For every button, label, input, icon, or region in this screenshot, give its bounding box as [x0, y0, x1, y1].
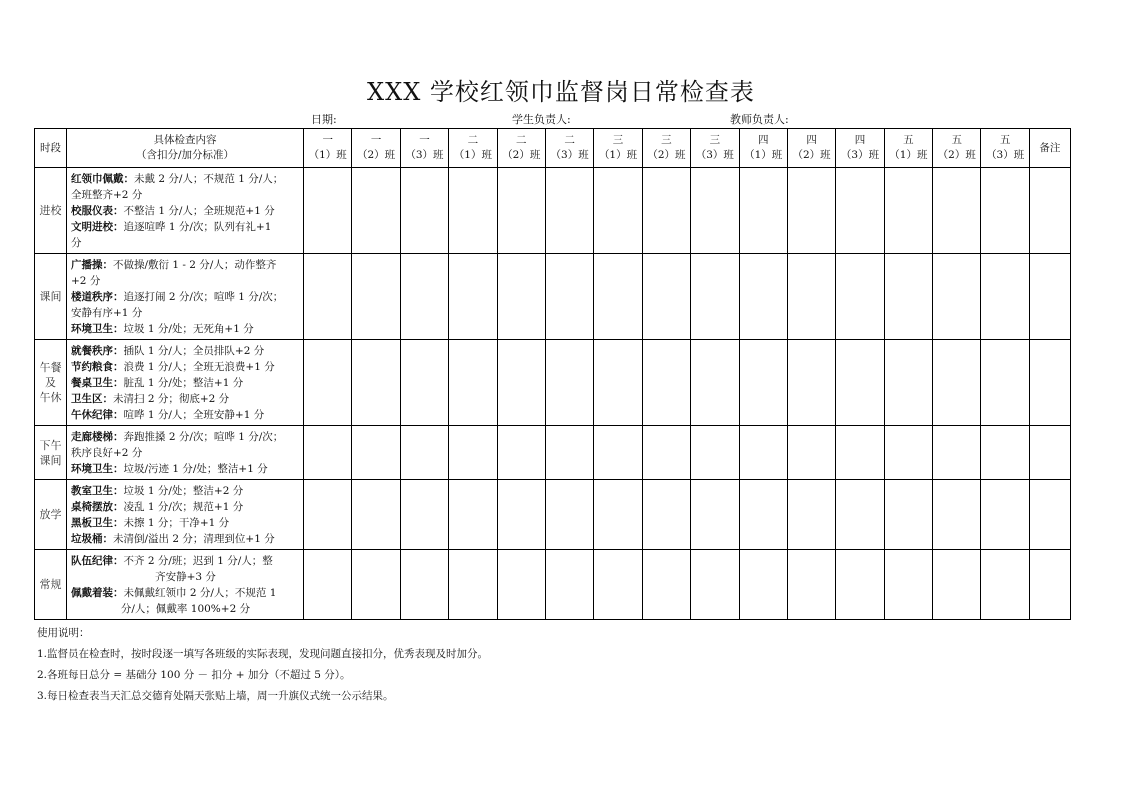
score-cell[interactable] [981, 340, 1029, 426]
period-label: 及 [45, 376, 56, 389]
score-cell[interactable] [787, 550, 835, 620]
table-row [35, 426, 1071, 480]
score-cell[interactable] [400, 168, 448, 254]
score-cell[interactable] [884, 480, 932, 550]
score-cell[interactable] [497, 254, 545, 340]
period-cell [35, 168, 67, 254]
score-cell[interactable] [400, 550, 448, 620]
table-row [35, 340, 1071, 426]
score-cell[interactable] [545, 550, 593, 620]
score-cell[interactable] [400, 426, 448, 480]
score-cell[interactable] [642, 340, 690, 426]
class-grade: 五 [951, 134, 963, 146]
criteria-text: 追逐喧哗 1 分/次；队列有礼+1 [123, 220, 272, 233]
class-number: （3）班 [695, 149, 734, 161]
criteria-text: 分/人；佩戴率 100%+2 分 [120, 602, 251, 615]
criteria-line [71, 515, 300, 531]
score-cell[interactable] [352, 340, 400, 426]
score-cell[interactable] [594, 426, 642, 480]
criteria-label: 文明进校： [71, 220, 124, 233]
class-number: （2）班 [937, 149, 976, 161]
criteria-label: 走廊楼梯： [71, 430, 124, 443]
criteria-label: 垃圾桶： [71, 532, 113, 545]
class-number: （2）班 [792, 149, 831, 161]
period-cell [35, 480, 67, 550]
criteria-label: 午休纪律： [71, 408, 124, 421]
table-row [35, 480, 1071, 550]
criteria-line [71, 375, 300, 391]
score-cell[interactable] [497, 168, 545, 254]
score-cell[interactable] [545, 480, 593, 550]
class-grade: 四 [757, 134, 769, 146]
content-header [67, 129, 304, 168]
note-line: 2.各班每日总分 = 基础分 100 分 － 扣分 + 加分（不超过 5 分）。 [37, 669, 351, 681]
remark-cell[interactable] [1029, 480, 1070, 550]
criteria-label: 桌椅摆放： [71, 500, 124, 513]
score-cell[interactable] [497, 340, 545, 426]
score-cell[interactable] [787, 480, 835, 550]
remark-cell[interactable] [1029, 550, 1070, 620]
period-cell [35, 550, 67, 620]
score-cell[interactable] [739, 254, 787, 340]
score-cell[interactable] [884, 550, 932, 620]
class-grade: 五 [903, 134, 914, 146]
score-cell[interactable] [594, 340, 642, 426]
class-grade: 一 [370, 134, 382, 146]
score-cell[interactable] [787, 254, 835, 340]
score-cell[interactable] [787, 340, 835, 426]
score-cell[interactable] [400, 480, 448, 550]
criteria-text: 不做操/敷衍 1 - 2 分/人；动作整齐 [113, 258, 277, 271]
remark-cell[interactable] [1029, 340, 1070, 426]
score-cell[interactable] [739, 168, 787, 254]
header-row [35, 129, 1071, 168]
score-cell[interactable] [691, 168, 739, 254]
class-number: （1）班 [308, 149, 347, 161]
score-cell[interactable] [352, 254, 400, 340]
note-line: 1.监督员在检查时，按时段逐一填写各班级的实际表现，发现问题直接扣分，优秀表现及时加分。 [37, 648, 489, 660]
criteria-line [71, 171, 300, 187]
score-cell[interactable] [981, 168, 1029, 254]
remark-cell[interactable] [1029, 254, 1070, 340]
class-header [400, 129, 448, 168]
table-row [35, 254, 1071, 340]
class-grade: 二 [467, 134, 479, 146]
inspection-table [34, 128, 1071, 620]
score-cell[interactable] [836, 340, 884, 426]
score-cell[interactable] [884, 168, 932, 254]
student-lead-label: 学生负责人: [512, 113, 571, 126]
class-number: （3）班 [405, 149, 444, 161]
criteria-text: +2 分 [71, 274, 101, 287]
class-header [545, 129, 593, 168]
criteria-label: 卫生区： [71, 392, 113, 405]
score-cell[interactable] [304, 168, 352, 254]
score-cell[interactable] [739, 550, 787, 620]
score-cell[interactable] [836, 426, 884, 480]
class-number: （1）班 [889, 149, 928, 161]
score-cell[interactable] [545, 254, 593, 340]
class-grade: 三 [709, 134, 721, 146]
score-cell[interactable] [981, 426, 1029, 480]
criteria-text: 齐安静+3 分 [155, 570, 216, 583]
class-grade: 一 [419, 134, 430, 146]
criteria-label: 教室卫生： [71, 484, 124, 497]
criteria-label: 红领巾佩戴： [71, 172, 134, 185]
teacher-lead-label: 教师负责人: [730, 113, 789, 126]
score-cell[interactable] [787, 168, 835, 254]
period-label: 课间 [39, 453, 62, 467]
criteria-text: 未佩戴红领巾 2 分/人；不规范 1 [123, 586, 277, 599]
criteria-line [71, 289, 300, 305]
period-cell [35, 340, 67, 426]
score-cell[interactable] [642, 550, 690, 620]
criteria-label: 队伍纪律： [71, 554, 124, 567]
score-cell[interactable] [545, 340, 593, 426]
period-cell [35, 254, 67, 340]
criteria-text: 垃圾 1 分/处；无死角+1 分 [123, 322, 254, 335]
period-cell [35, 426, 67, 480]
score-cell[interactable] [497, 426, 545, 480]
criteria-line [71, 429, 300, 445]
class-number: （3）班 [840, 149, 880, 161]
class-header [449, 129, 497, 168]
score-cell[interactable] [933, 550, 981, 620]
score-cell[interactable] [739, 340, 787, 426]
criteria-text: 安静有序+1 分 [71, 306, 143, 319]
period-label: 课间 [39, 290, 62, 303]
period-label: 午餐 [39, 361, 62, 374]
criteria-text: 不齐 2 分/班；迟到 1 分/人；整 [123, 554, 273, 567]
criteria-line [71, 601, 300, 617]
criteria-label: 黑板卫生： [71, 516, 124, 529]
criteria-text: 未戴 2 分/人；不规范 1 分/人； [134, 172, 284, 185]
criteria-text: 未清倒/溢出 2 分；清理到位+1 分 [113, 532, 275, 545]
remark-cell[interactable] [1029, 168, 1070, 254]
score-cell[interactable] [594, 254, 642, 340]
class-grade: 一 [322, 134, 333, 146]
score-cell[interactable] [304, 426, 352, 480]
class-grade: 二 [516, 134, 527, 146]
score-cell[interactable] [642, 254, 690, 340]
score-cell[interactable] [981, 254, 1029, 340]
criteria-line [71, 257, 300, 273]
score-cell[interactable] [884, 426, 932, 480]
score-cell[interactable] [884, 340, 932, 426]
class-number: （1）班 [744, 149, 783, 161]
score-cell[interactable] [836, 550, 884, 620]
criteria-label: 佩戴着装： [71, 586, 124, 599]
class-number: （1）班 [598, 149, 638, 161]
score-cell[interactable] [933, 254, 981, 340]
content-cell [67, 340, 304, 426]
criteria-text: 全班整齐+2 分 [71, 188, 143, 201]
score-cell[interactable] [933, 340, 981, 426]
content-cell [67, 254, 304, 340]
criteria-line [71, 359, 300, 375]
score-cell[interactable] [304, 340, 352, 426]
table-row [35, 168, 1071, 254]
class-header [933, 129, 981, 168]
table-row [35, 550, 1071, 620]
criteria-label: 就餐秩序： [71, 344, 124, 357]
score-cell[interactable] [449, 480, 497, 550]
score-cell[interactable] [691, 480, 739, 550]
score-cell[interactable] [739, 426, 787, 480]
criteria-line [71, 553, 300, 569]
score-cell[interactable] [691, 426, 739, 480]
score-cell[interactable] [594, 168, 642, 254]
note-line: 使用说明： [37, 627, 90, 639]
class-grade: 二 [564, 134, 575, 146]
period-label: 放学 [39, 508, 62, 521]
score-cell[interactable] [642, 426, 690, 480]
score-cell[interactable] [691, 550, 739, 620]
criteria-line [71, 187, 300, 203]
criteria-line [71, 585, 300, 601]
criteria-label: 环境卫生： [71, 322, 124, 335]
criteria-line [71, 461, 300, 477]
criteria-line [71, 305, 300, 321]
note-line: 3.每日检查表当天汇总交德育处隔天张贴上墙，周一升旗仪式统一公示结果。 [37, 690, 394, 702]
date-label: 日期: [311, 113, 337, 126]
table-body [35, 168, 1071, 620]
score-cell[interactable] [739, 480, 787, 550]
class-header [787, 129, 835, 168]
class-header [352, 129, 400, 168]
score-cell[interactable] [352, 426, 400, 480]
class-header [739, 129, 787, 168]
score-cell[interactable] [400, 340, 448, 426]
score-cell[interactable] [787, 426, 835, 480]
score-cell[interactable] [352, 550, 400, 620]
class-header [642, 129, 690, 168]
criteria-text: 奔跑推搡 2 分/次；喧哗 1 分/次； [123, 430, 284, 443]
period-label: 午休 [39, 391, 62, 404]
score-cell[interactable] [449, 340, 497, 426]
criteria-label: 广播操： [71, 258, 113, 271]
score-cell[interactable] [594, 480, 642, 550]
criteria-text: 喧哗 1 分/人；全班安静+1 分 [123, 408, 265, 421]
score-cell[interactable] [691, 340, 739, 426]
score-cell[interactable] [691, 254, 739, 340]
criteria-text: 垃圾 1 分/处；整洁+2 分 [123, 484, 244, 497]
criteria-label: 餐桌卫生： [71, 376, 124, 389]
criteria-line [71, 445, 300, 461]
class-number: （3）班 [550, 149, 589, 161]
score-cell[interactable] [836, 480, 884, 550]
criteria-label: 节约粮食： [71, 360, 124, 373]
criteria-line [71, 343, 300, 359]
class-grade: 四 [854, 134, 866, 146]
criteria-label: 环境卫生： [71, 462, 124, 475]
content-header-line2: （含扣分/加分标准） [135, 149, 235, 161]
criteria-text: 追逐打闹 2 分/次；喧哗 1 分/次； [123, 290, 284, 303]
class-header [594, 129, 642, 168]
class-number: （1）班 [453, 149, 492, 161]
score-cell[interactable] [933, 168, 981, 254]
class-number: （3）班 [986, 149, 1025, 161]
class-header [884, 129, 932, 168]
criteria-label: 楼道秩序： [71, 290, 124, 303]
criteria-text: 分 [71, 236, 82, 249]
class-header [981, 129, 1029, 168]
class-grade: 三 [612, 134, 624, 146]
score-cell[interactable] [545, 426, 593, 480]
criteria-text: 凌乱 1 分/次；规范+1 分 [123, 500, 244, 513]
content-header-line1: 具体检查内容 [153, 134, 217, 146]
content-cell [67, 426, 304, 480]
score-cell[interactable] [497, 550, 545, 620]
criteria-line [71, 407, 300, 423]
class-number: （2）班 [356, 149, 396, 161]
criteria-line [71, 483, 300, 499]
criteria-line [71, 321, 300, 337]
class-header [836, 129, 884, 168]
criteria-line [71, 273, 300, 289]
class-number: （2）班 [502, 149, 541, 161]
score-cell[interactable] [304, 480, 352, 550]
criteria-line [71, 569, 300, 585]
score-cell[interactable] [933, 426, 981, 480]
content-cell [67, 480, 304, 550]
score-cell[interactable] [352, 480, 400, 550]
criteria-line [71, 531, 300, 547]
score-cell[interactable] [449, 254, 497, 340]
class-header [304, 129, 352, 168]
score-cell[interactable] [884, 254, 932, 340]
score-cell[interactable] [836, 168, 884, 254]
criteria-label: 校服仪表： [71, 204, 124, 217]
period-label: 进校 [39, 204, 62, 217]
score-cell[interactable] [933, 480, 981, 550]
score-cell[interactable] [497, 480, 545, 550]
criteria-line [71, 203, 300, 219]
class-header [497, 129, 545, 168]
class-grade: 三 [661, 134, 672, 146]
criteria-text: 垃圾/污迹 1 分/处；整洁+1 分 [123, 462, 268, 475]
content-cell [67, 550, 304, 620]
criteria-text: 不整洁 1 分/人；全班规范+1 分 [123, 204, 275, 217]
remark-header: 备注 [1029, 129, 1070, 168]
score-cell[interactable] [981, 550, 1029, 620]
class-grade: 四 [806, 134, 817, 146]
content-cell [67, 168, 304, 254]
score-cell[interactable] [981, 480, 1029, 550]
score-cell[interactable] [352, 168, 400, 254]
period-label: 下午 [39, 438, 62, 452]
score-cell[interactable] [449, 168, 497, 254]
score-cell[interactable] [304, 550, 352, 620]
class-number: （2）班 [647, 149, 686, 161]
remark-cell[interactable] [1029, 426, 1070, 480]
score-cell[interactable] [449, 426, 497, 480]
score-cell[interactable] [836, 254, 884, 340]
class-grade: 五 [999, 134, 1011, 146]
criteria-text: 未擦 1 分；干净+1 分 [123, 516, 230, 529]
score-cell[interactable] [594, 550, 642, 620]
criteria-text: 浪费 1 分/人；全班无浪费+1 分 [123, 360, 275, 373]
criteria-text: 脏乱 1 分/处；整洁+1 分 [123, 376, 244, 389]
score-cell[interactable] [304, 254, 352, 340]
usage-notes [37, 623, 488, 707]
class-header [691, 129, 739, 168]
criteria-line [71, 391, 300, 407]
score-cell[interactable] [642, 480, 690, 550]
score-cell[interactable] [642, 168, 690, 254]
score-cell[interactable] [545, 168, 593, 254]
criteria-text: 秩序良好+2 分 [71, 446, 143, 459]
criteria-text: 插队 1 分/人；全员排队+2 分 [123, 344, 265, 357]
page-title: XXX 学校红领巾监督岗日常检查表 [367, 78, 755, 106]
score-cell[interactable] [400, 254, 448, 340]
criteria-line [71, 235, 300, 251]
period-label: 常规 [39, 578, 62, 591]
criteria-line [71, 499, 300, 515]
period-header: 时段 [35, 129, 67, 168]
criteria-text: 未清扫 2 分；彻底+2 分 [113, 392, 230, 405]
score-cell[interactable] [449, 550, 497, 620]
criteria-line [71, 219, 300, 235]
